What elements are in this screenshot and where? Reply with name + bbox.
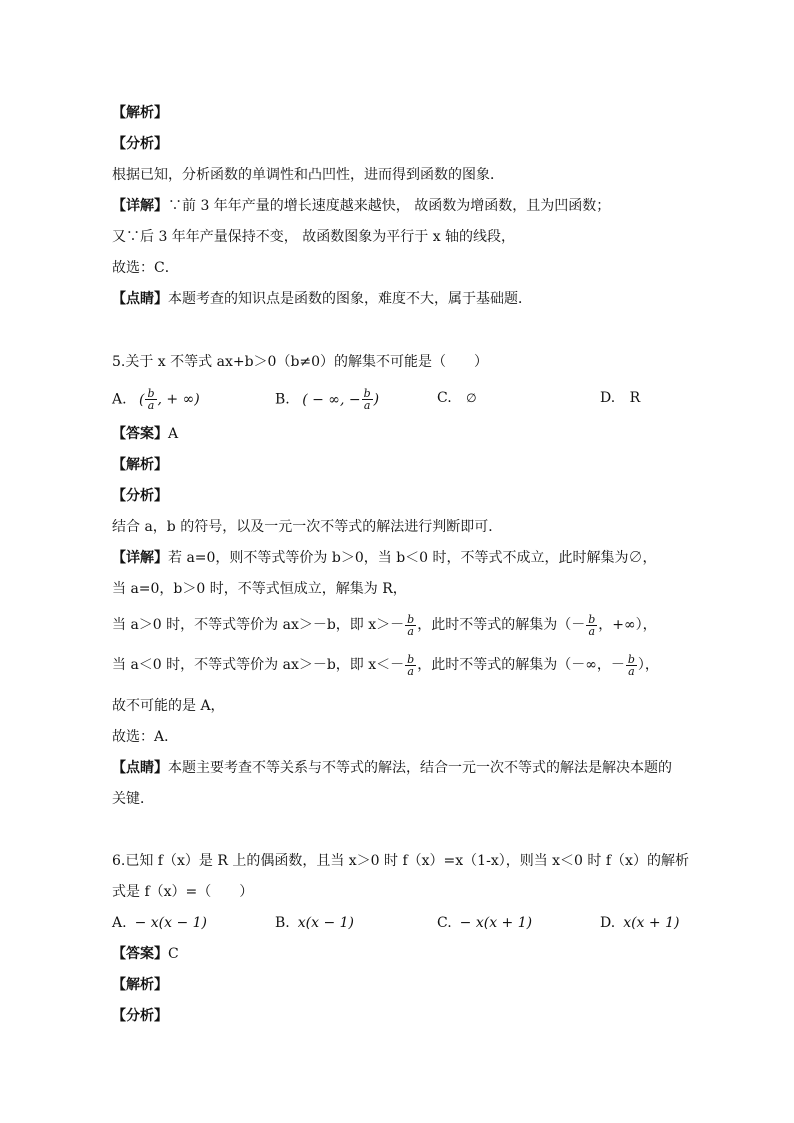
fraction-b-over-a: $\frac{b}{a}$	[363, 387, 371, 412]
q6-option-c: C. − x(x + 1)	[437, 915, 533, 931]
q6-option-b: B. x(x − 1)	[275, 915, 355, 931]
analysis-tag-3: 【解析】	[112, 977, 168, 993]
fraction-b-over-a: $\frac{b}{a}$	[407, 612, 415, 638]
comment-line-2: 【点睛】本题主要考查不等关系与不等式的解法，结合一元一次不等式的解法是解决本题的	[112, 760, 672, 776]
comment-line-3: 关键．	[112, 791, 154, 807]
fenxi-tag-3: 【分析】	[112, 1008, 168, 1024]
q5-option-d: D. R	[600, 390, 641, 406]
analysis-tag-2: 【解析】	[112, 457, 168, 473]
detail-line-2: 又∵后 3 年年产量保持不变， 故函数图象为平行于 x 轴的线段，	[112, 229, 516, 245]
q5-answer: 【答案】A	[112, 426, 179, 442]
fraction-b-over-a: $\frac{b}{a}$	[407, 652, 415, 678]
q6-stem-line-2: 式是 f（x）=（ ）	[112, 884, 254, 900]
fraction-b-over-a: $\frac{b}{a}$	[147, 387, 155, 412]
q5-option-b: B. ( − ∞, − $\frac{b}{a}$ )	[275, 387, 380, 412]
fraction-b-over-a: $\frac{b}{a}$	[627, 652, 635, 678]
analysis-tag-1: 【解析】	[112, 105, 168, 121]
fenxi-tag-1: 【分析】	[112, 136, 168, 152]
q6-option-a: A. − x(x − 1)	[112, 915, 207, 931]
detail-line-4: 当 a=0，b＞0 时，不等式恒成立，解集为 R，	[112, 581, 407, 597]
fraction-b-over-a: $\frac{b}{a}$	[588, 612, 596, 638]
detail-line-7: 故不可能的是 A，	[112, 698, 225, 714]
q5-option-a: A. ( $\frac{b}{a}$ , + ∞)	[112, 387, 200, 412]
fenxi-tag-2: 【分析】	[112, 488, 168, 504]
q5-option-c: C. ∅	[437, 390, 477, 406]
choice-line-1: 故选：C．	[112, 260, 179, 276]
detail-line-6: 当 a＜0 时，不等式等价为 ax＞－b，即 x＜－ $\frac{b}{a}$ ，此时不等式的解集为（－∞，－ $\frac{b}{a}$ ），	[112, 652, 659, 678]
q5-stem: 5.关于 x 不等式 ax+b＞0（b≠0）的解集不可能是（ ）	[112, 354, 489, 370]
choice-line-2: 故选：A．	[112, 729, 179, 745]
fenxi-text-1: 根据已知，分析函数的单调性和凸凹性，进而得到函数的图象．	[112, 167, 504, 183]
q6-option-d: D. x(x + 1)	[600, 915, 680, 931]
detail-line-3: 【详解】若 a=0，则不等式等价为 b＞0，当 b＜0 时，不等式不成立，此时解集为∅，	[112, 550, 657, 566]
q6-answer: 【答案】C	[112, 946, 179, 962]
comment-line-1: 【点睛】本题考查的知识点是函数的图象，难度不大，属于基础题．	[112, 291, 532, 307]
detail-line-5: 当 a＞0 时，不等式等价为 ax＞－b，即 x＞－ $\frac{b}{a}$ ，此时不等式的解集为（－ $\frac{b}{a}$ ，+∞），	[112, 612, 657, 638]
detail-line-1: 【详解】∵前 3 年年产量的增长速度越来越快， 故函数为增函数，且为凹函数；	[112, 198, 611, 214]
fenxi-text-2: 结合 a，b 的符号，以及一元一次不等式的解法进行判断即可．	[112, 519, 503, 535]
q6-stem-line-1: 6.已知 f（x）是 R 上的偶函数，且当 x＞0 时 f（x）=x（1-x），则当 x＜0 时 f（x）的解析	[112, 853, 689, 869]
